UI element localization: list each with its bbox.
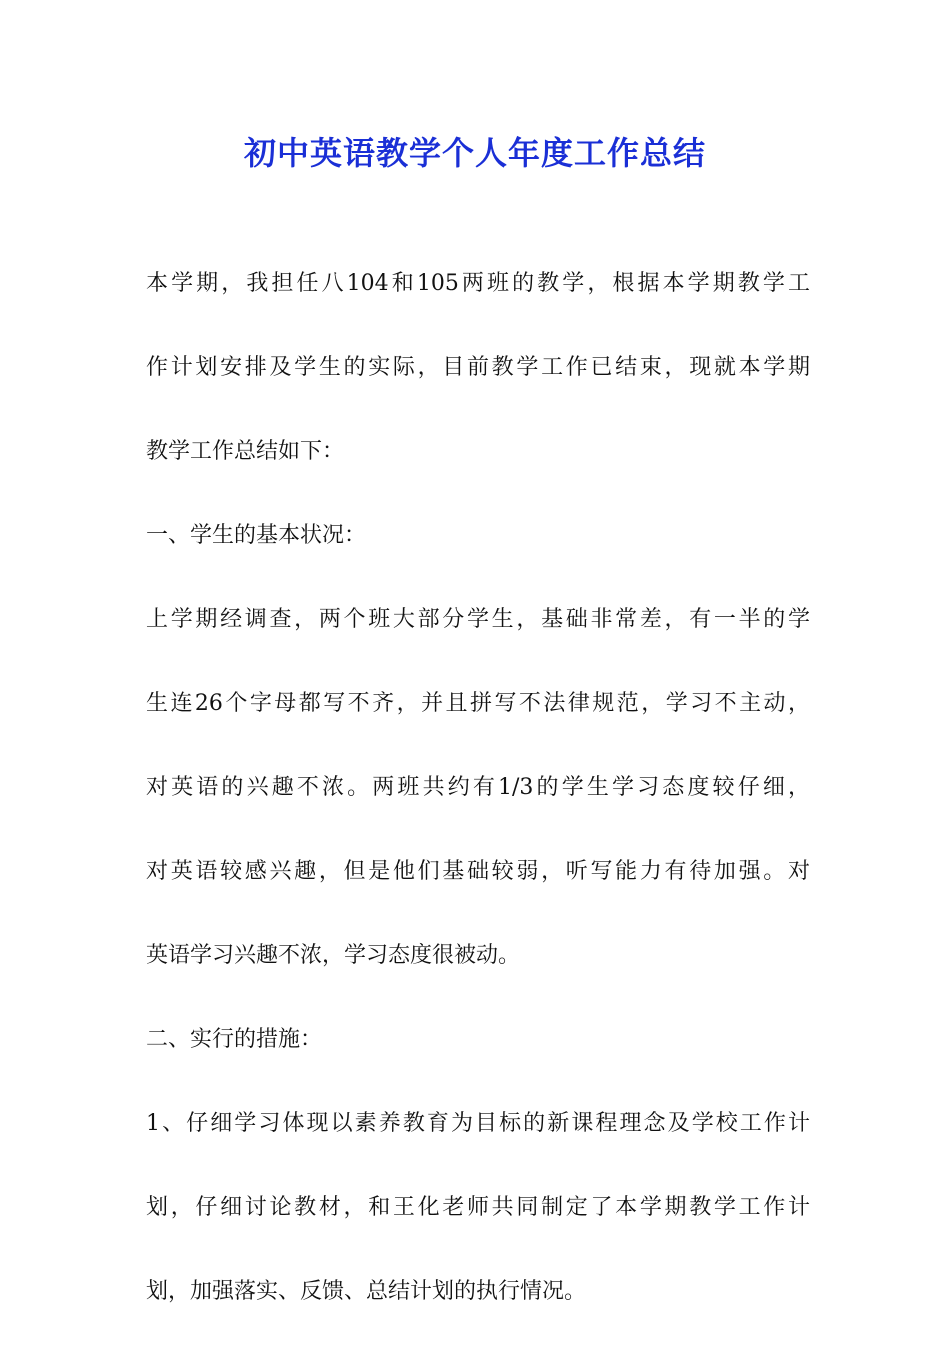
- text-line: 教学工作总结如下：: [146, 439, 345, 464]
- text-line: 本学期，我担任八104和105两班的教学，根据本学期教学工: [146, 271, 810, 296]
- text-line: 英语学习兴趣不浓，学习态度很被动。: [146, 943, 521, 968]
- text-line: 对英语的兴趣不浓。两班共约有1/3的学生学习态度较仔细，: [146, 775, 810, 800]
- text-line: 生连26个字母都写不齐，并且拼写不法律规范，学习不主动，: [146, 691, 810, 716]
- text-line: 划，仔细讨论教材，和王化老师共同制定了本学期教学工作计: [146, 1195, 810, 1220]
- text-line: 划，加强落实、反馈、总结计划的执行情况。: [146, 1279, 587, 1304]
- document-body: [146, 263, 810, 1355]
- section-heading: 一、学生的基本状况：: [146, 523, 367, 548]
- document-title: 初中英语教学个人年度工作总结: [243, 134, 706, 172]
- section-heading: 二、实行的措施：: [146, 1027, 323, 1052]
- text-line: 1、仔细学习体现以素养教育为目标的新课程理念及学校工作计: [146, 1111, 810, 1136]
- text-line: 上学期经调查，两个班大部分学生，基础非常差，有一半的学: [146, 607, 810, 632]
- text-line: 对英语较感兴趣，但是他们基础较弱，听写能力有待加强。对: [146, 859, 810, 884]
- text-line: 作计划安排及学生的实际，目前教学工作已结束，现就本学期: [146, 355, 810, 380]
